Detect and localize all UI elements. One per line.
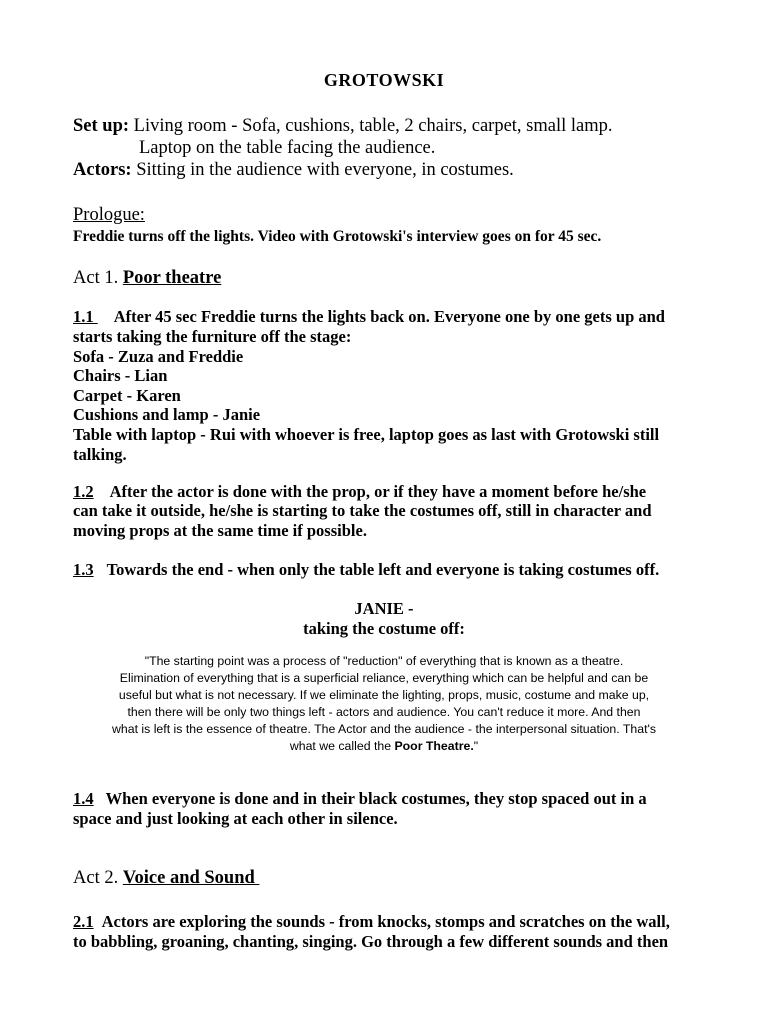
section-1-4-line: space and just looking at each other in silence. (73, 809, 398, 828)
act2-prefix: Act 2. (73, 868, 123, 888)
act2-name: Voice and Sound (122, 868, 260, 888)
section-1-3-line (73, 560, 659, 580)
actors-label: Actors: (73, 160, 132, 180)
section-1-3-text: Towards the end - when only the table left and everyone is taking costumes off. (106, 560, 660, 579)
section-1-2-line: moving props at the same time if possible. (73, 521, 367, 540)
act2-heading (73, 868, 259, 889)
section-1-1-line: starts taking the furniture off the stage: (73, 327, 352, 346)
janie-subtitle: taking the costume off: (303, 619, 465, 638)
act1-heading (73, 268, 221, 289)
section-1-3-number: 1.3 (73, 560, 94, 579)
section-1-4-first-line (73, 789, 647, 809)
quote-line: then there will be only two things left - actors and audience. You can't reduce it more. And then (127, 705, 641, 719)
quote-poor-theatre: Poor Theatre. (394, 739, 474, 753)
act1-prefix: Act 1. (73, 268, 123, 288)
actors-text: Sitting in the audience with everyone, in costumes. (131, 160, 514, 180)
section-1-1-number: 1.1 (73, 307, 98, 326)
quote-last-suffix: " (473, 739, 479, 753)
section-1-1-line: Chairs - Lian (73, 366, 168, 385)
section-2-1-line: to babbling, groaning, chanting, singing. Go through a few different sounds and then (73, 932, 669, 951)
setup-line-2: Laptop on the table facing the audience. (139, 138, 436, 158)
section-1-1-line: Cushions and lamp - Janie (73, 405, 261, 424)
prologue-text: Freddie turns off the lights. Video with Grotowski's interview goes on for 45 sec. (73, 228, 602, 245)
grotowski-quote (60, 653, 708, 755)
setup-text: Living room - Sofa, cushions, table, 2 chairs, carpet, small lamp. (129, 116, 613, 136)
section-1-1-line: talking. (73, 445, 127, 464)
quote-line: Elimination of everything that is a superficial reliance, everything which can be helpful and can be (119, 671, 649, 685)
section-1-2-number: 1.2 (73, 482, 94, 501)
section-2-1-first-line (73, 912, 670, 932)
section-1-2-line: can take it outside, he/she is starting to take the costumes off, still in character and (73, 501, 652, 520)
section-2-1-number: 2.1 (73, 912, 94, 931)
actors-line (73, 160, 514, 181)
janie-heading: JANIE - (354, 599, 414, 618)
section-1-4-line: When everyone is done and in their black costumes, they stop spaced out in a (105, 789, 647, 808)
section-1-1-line: Sofa - Zuza and Freddie (73, 347, 244, 366)
section-1-2-line: After the actor is done with the prop, or if they have a moment before he/she (109, 482, 647, 501)
setup-label: Set up: (73, 116, 130, 136)
section-1-1-first-line (73, 307, 665, 327)
section-1-1-line: After 45 sec Freddie turns the lights back on. Everyone one by one gets up and (113, 307, 665, 326)
quote-line: useful but what is not necessary. If we eliminate the lighting, props, music, costume and make up, (118, 688, 650, 702)
section-1-4-number: 1.4 (73, 789, 94, 808)
section-1-1-line: Table with laptop - Rui with whoever is free, laptop goes as last with Grotowski still (73, 425, 660, 444)
quote-last-line (60, 738, 708, 755)
section-1-2-first-line (73, 482, 646, 502)
section-2-1-line: Actors are exploring the sounds - from knocks, stomps and scratches on the wall, (101, 912, 670, 931)
quote-last-prefix: what we called the (289, 739, 395, 753)
page-title: GROTOWSKI (323, 70, 445, 90)
setup-line (73, 116, 613, 137)
quote-line: "The starting point was a process of "reduction" of everything that is known as a theatre. (144, 654, 624, 668)
section-1-1-line: Carpet - Karen (73, 386, 181, 405)
prologue-heading: Prologue: (73, 205, 145, 225)
act1-name: Poor theatre (122, 268, 222, 288)
quote-line: what is left is the essence of theatre. The Actor and the audience - the interpersonal situation. That's (112, 722, 656, 736)
